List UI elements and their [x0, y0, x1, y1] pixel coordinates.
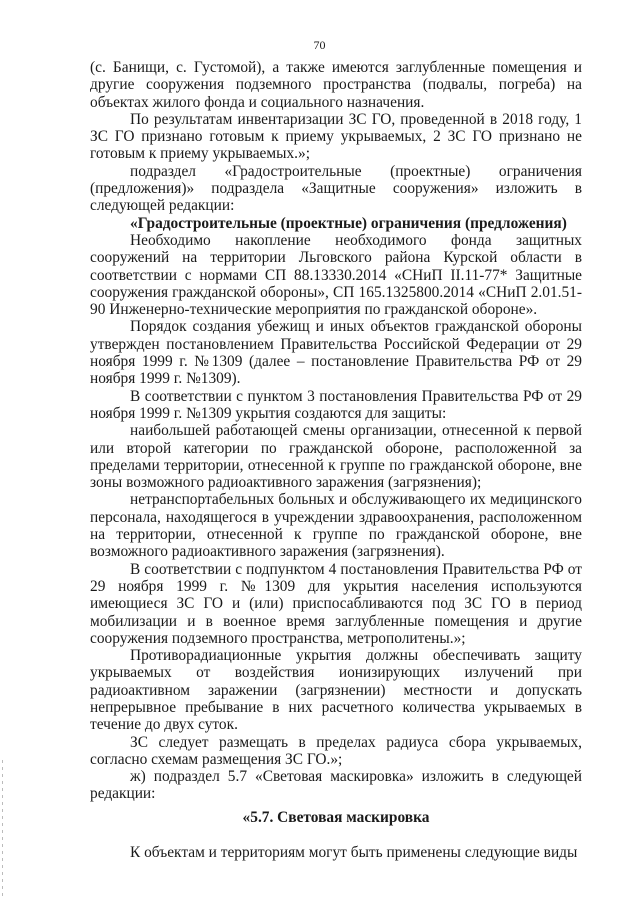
- paragraph: ж) подраздел 5.7 «Световая маскировка» изложить в следующей редакции:: [90, 768, 582, 803]
- paragraph: По результатам инвентаризации ЗС ГО, проведенной в 2018 году, 1 ЗС ГО признано готовым к приему укрываемых, 2 ЗС ГО признано не готовым к приему укрываемых.»;: [90, 110, 582, 163]
- paragraph: (с. Банищи, с. Густомой), а также имеются заглубленные помещения и другие сооружения подземного пространства (подвалы, погреба) на объектах жилого фонда и социального назначения.: [90, 59, 582, 111]
- paragraph: ЗС следует размещать в пределах радиуса сбора укрываемых, согласно схемам размещения ЗС ГО.»;: [90, 733, 582, 768]
- paragraph: Необходимо накопление необходимого фонда защитных сооружений на территории Льговского района Курской области в соответствии с нормами СП 88.13330.2014 «СНиП II.11-77* Защитные сооружения гражданской обороны», СП 165.1325800.2014 «СНиП 2.01.51-90 Инженерно-технические мероприятия по гражданской обороне».: [90, 231, 582, 319]
- paragraph: Противорадиационные укрытия должны обеспечивать защиту укрываемых от воздействия ионизирующих излучений при радиоактивном заражении (загрязнении) местности и допускать непрерывное пребывание в них расчетного количества укрываемых в течение до двух суток.: [90, 647, 582, 734]
- section-heading: «5.7. Световая маскировка: [242, 808, 430, 826]
- paragraph: нетранспортабельных больных и обслуживающего их медицинского персонала, находящегося в учреждении здравоохранения, расположенном на территории, отнесенной к группе по гражданской обороне, вне возможного радиоактивного заражения (загрязнения).: [90, 491, 582, 561]
- subsection-heading: «Градостроительные (проектные) ограничения (предложения): [130, 214, 567, 232]
- scan-edge-artifact: [2, 760, 3, 900]
- page-number: 70: [313, 38, 326, 52]
- paragraph: Порядок создания убежищ и иных объектов гражданской обороны утвержден постановлением Правительства Российской Федерации от 29 ноября 1999 г. №1309 (далее – постановление Правительства РФ от 29 ноября 1999 г. №1309).: [90, 318, 582, 388]
- document-body: [90, 59, 582, 861]
- paragraph: В соответствии с пунктом 3 постановления Правительства РФ от 29 ноября 1999 г. №1309 укрытия создаются для защиты:: [90, 387, 582, 422]
- paragraph: К объектам и территориям могут быть применены следующие виды: [130, 844, 578, 862]
- paragraph: наибольшей работающей смены организации, отнесенной к первой или второй категории по гражданской обороне, расположенной за пределами территории, отнесенной к группе по гражданской обороне, вне зоны возможного радиоактивного заражения (загрязнения);: [90, 422, 582, 492]
- paragraph: подраздел «Градостроительные (проектные) ограничения (предложения)» подраздела «Защитные сооружения» изложить в следующей редакции:: [90, 162, 582, 215]
- paragraph: В соответствии с подпунктом 4 постановления Правительства РФ от 29 ноября 1999 г. №1309 для укрытия населения используются имеющиеся ЗС ГО и (или) приспосабливаются под ЗС ГО в период мобилизации и в военное время заглубленные помещения и другие сооружения подземного пространства, метрополитены.»;: [90, 560, 582, 647]
